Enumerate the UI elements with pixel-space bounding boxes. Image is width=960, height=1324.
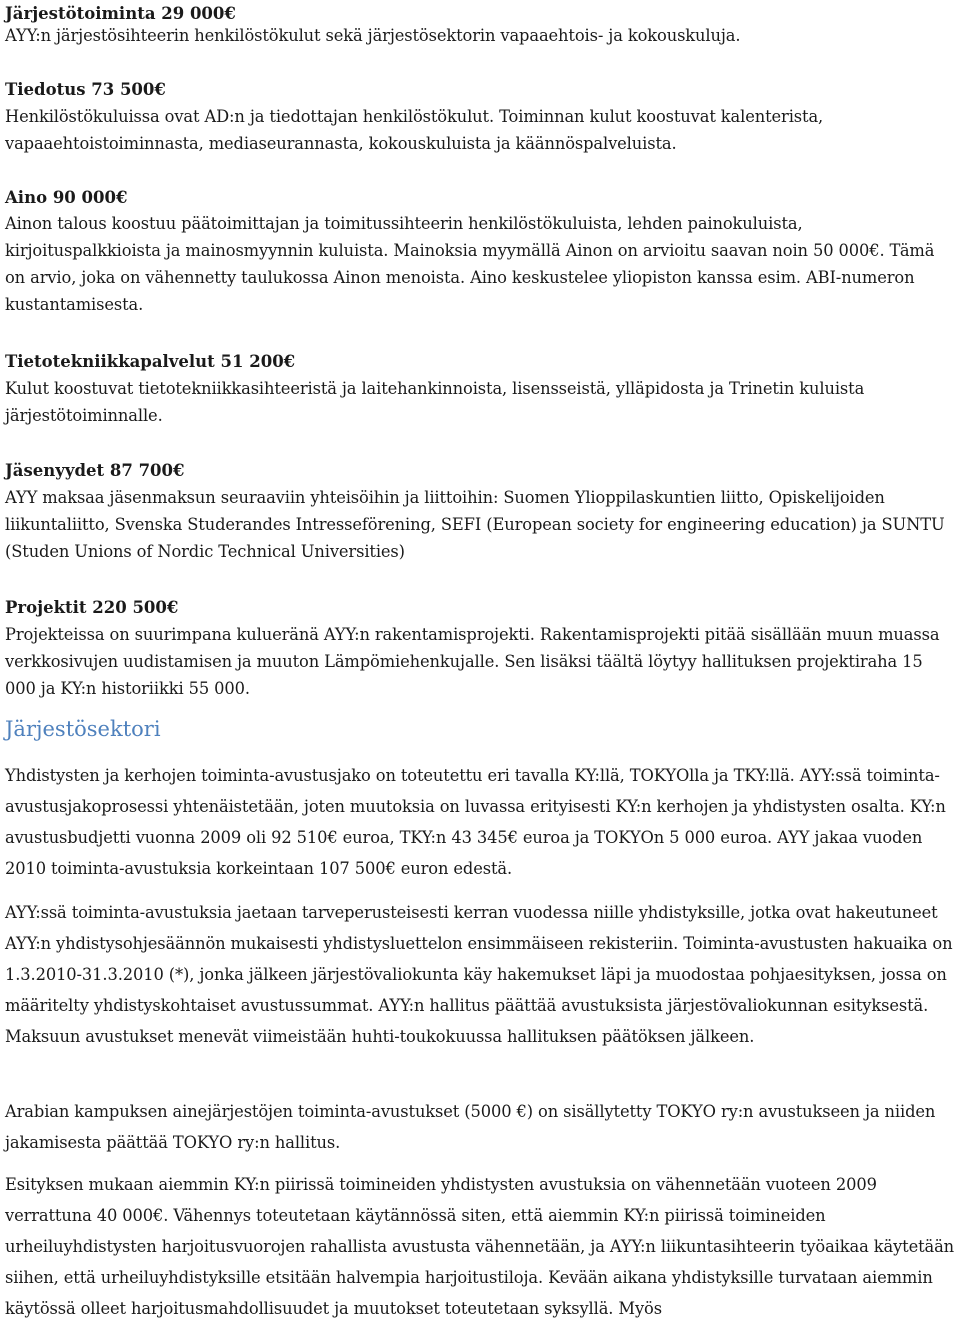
paragraph-avustusten-haku: AYY:ssä toiminta-avustuksia jaetaan tarveperusteisesti kerran vuodessa niille yhdistyksille, jotka ovat hakeutuneet AYY:n yhdistysohjesäännön mukaisesti yhdistysluettelon ensimmäiseen rekisteriin. Toiminta-avustusten hakuaika on 1.3.2010-31.3.2010 (*), jonka jälkeen järjestövaliokunta käy hakemukset läpi ja muodostaa pohjaesityksen, jossa on määritelty yhdistyskohtaiset avustussummat. AYY:n hallitus päättää avustuksista järjestövaliokunnan esityksestä. Maksuun avustukset menevät viimeistään huhti-toukokuussa hallituksen päätöksen jälkeen. [5,903,953,1046]
section-text-tietotekniikkapalvelut: Kulut koostuvat tietotekniikkasihteeristä ja laitehankinnoista, lisensseistä, ylläpidosta ja Trinetin kuluista järjestötoiminnalle. [5,379,865,425]
section-text-projektit: Projekteissa on suurimpana kulueränä AYY:n rakentamisprojekti. Rakentamisprojekti pitää sisällään muun muassa verkkosivujen uudistamisen ja muuton Lämpömiehenkujalle. Sen lisäksi täältä löytyy hallituksen projektiraha 15 000 ja KY:n historiikki 55 000. [5,625,940,698]
section-text-jarjestotoiminta: AYY:n järjestösihteerin henkilöstökulut sekä järjestösektorin vapaaehtois- ja kokouskuluja. [5,26,741,45]
section-text-tiedotus: Henkilöstökuluissa ovat AD:n ja tiedottajan henkilöstökulut. Toiminnan kulut koostuvat kalenterista, vapaaehtoistoiminnasta, mediaseurannasta, kokouskuluista ja käännöspalveluista. [5,107,824,153]
section-title-tiedotus: Tiedotus 73 500€ [5,80,166,99]
paragraph-vahennys: Esityksen mukaan aiemmin KY:n piirissä toimineiden yhdistysten avustuksia on vähennetään vuoteen 2009 verrattuna 40 000€. Vähennys toteutetaan käytännössä siten, että aiemmin KY:n piirissä toimineiden urheiluyhdistysten harjoitusvuorojen rahallista avustusta vähennetään, ja AYY:n liikuntasihteerin työaikaa käytetään siihen, että urheiluyhdistyksille etsitään halvempia harjoitustiloja. Kevään aikana yhdistyksille turvataan aiemmin käytössä olleet harjoitusmahdollisuudet ja muutokset toteutetaan syksyllä. Myös [5,1175,955,1318]
section-heading-jarjestosektori: Järjestösektori [5,717,161,741]
section-text-aino: Ainon talous koostuu päätoimittajan ja toimitussihteerin henkilöstökuluista, lehden painokuluista, kirjoituspalkkioista ja mainosmyynnin kuluista. Mainoksia myymällä Ainon on arvioitu saavan noin 50 000€. Tämä on arvio, joka on vähennetty taulukossa Ainon menoista. Aino keskustelee yliopiston kanssa esim. ABI-numeron kustantamisesta. [5,214,935,314]
paragraph-arabian-kampus: Arabian kampuksen ainejärjestöjen toiminta-avustukset (5000 €) on sisällytetty TOKYO ry:n avustukseen ja niiden jakamisesta päättää TOKYO ry:n hallitus. [5,1102,936,1152]
section-text-jasenyydet: AYY maksaa jäsenmaksun seuraaviin yhteisöihin ja liittoihin: Suomen Ylioppilaskuntien liitto, Opiskelijoiden liikuntaliitto, Svenska Studerandes Intresseförening, SEFI (European society for engineering education) ja SUNTU (Studen Unions of Nordic Technical Universities) [5,488,945,561]
section-title-jasenyydet: Jäsenyydet 87 700€ [5,461,185,480]
section-title-aino: Aino 90 000€ [5,188,128,207]
paragraph-avustusjako: Yhdistysten ja kerhojen toiminta-avustusjako on toteutettu eri tavalla KY:llä, TOKYOlla ja TKY:llä. AYY:ssä toiminta-avustusjakoprosessi yhtenäistetään, joten muutoksia on luvassa erityisesti KY:n kerhojen ja yhdistysten osalta. KY:n avustusbudjetti vuonna 2009 oli 92 510€ euroa, TKY:n 43 345€ euroa ja TOKYOn 5 000 euroa. AYY jakaa vuoden 2010 toiminta-avustuksia korkeintaan 107 500€ euron edestä. [5,766,946,878]
section-title-tietotekniikkapalvelut: Tietotekniikkapalvelut 51 200€ [5,352,296,371]
section-title-jarjestotoiminta: Järjestötoiminta 29 000€ [5,4,236,23]
section-title-projektit: Projektit 220 500€ [5,598,179,617]
